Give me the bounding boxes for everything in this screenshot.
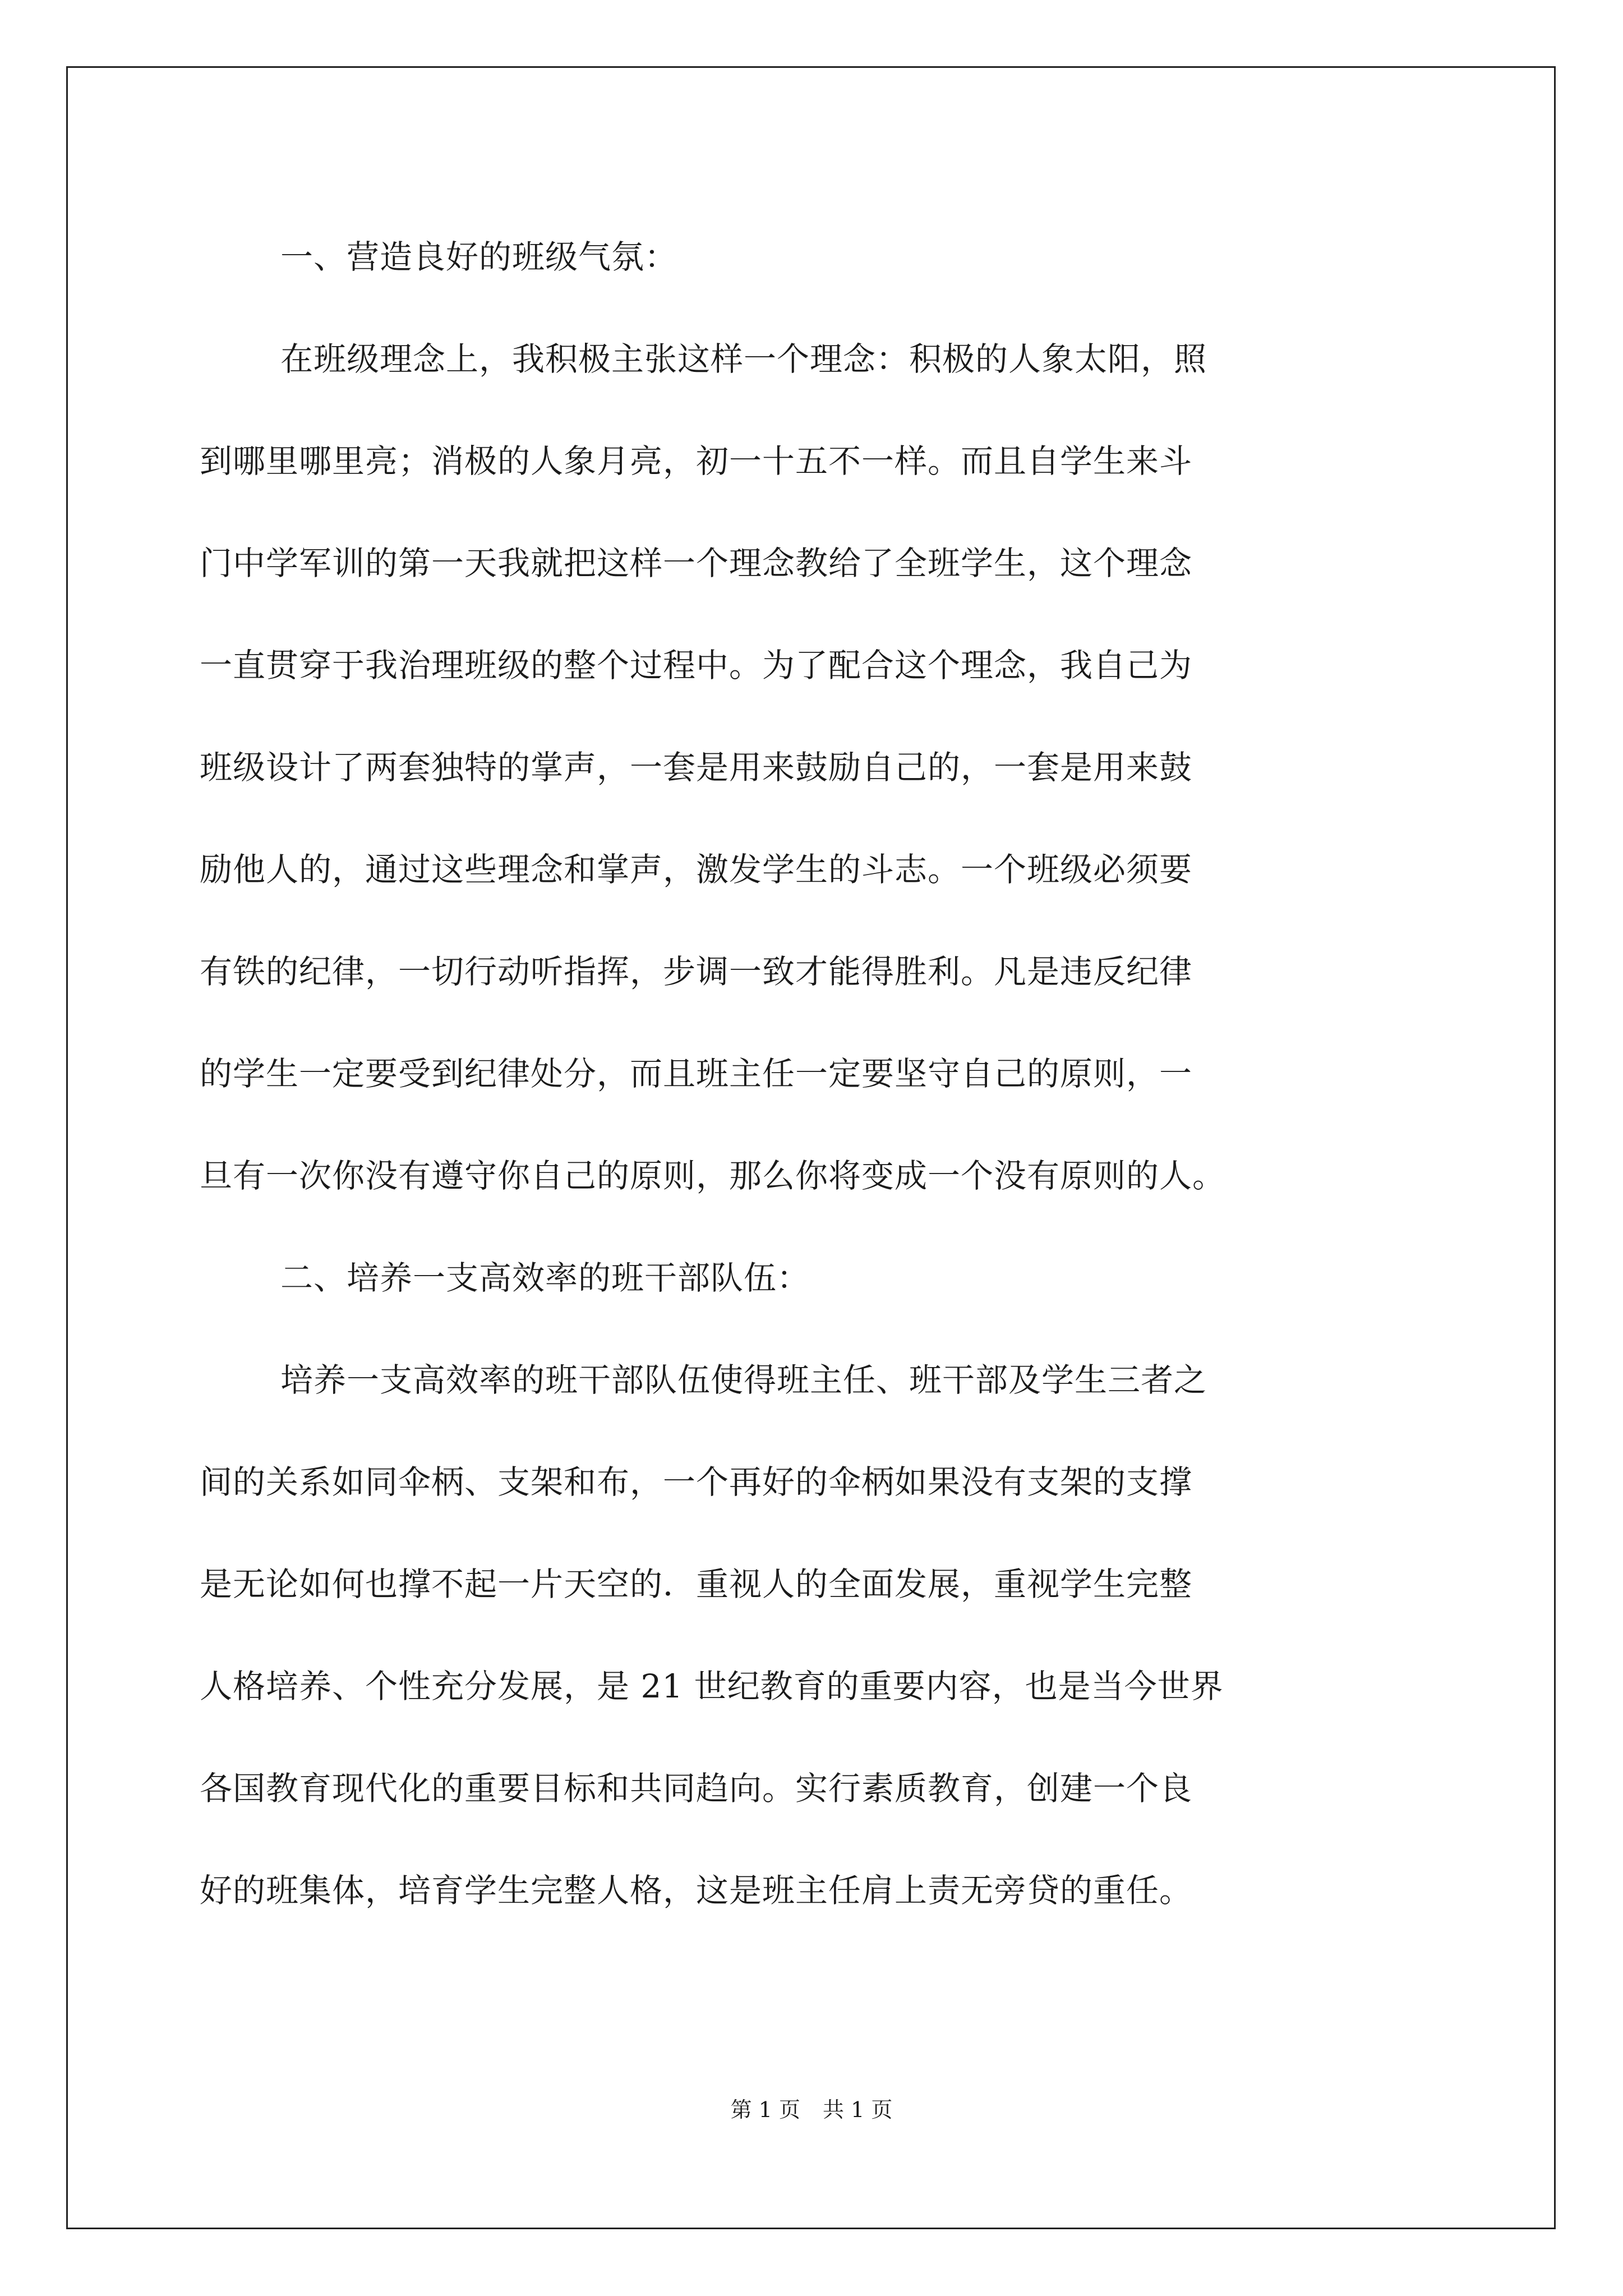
paragraph-line: 旦有一次你没有遵守你自己的原则，那么你将变成一个没有原则的人。	[200, 1157, 1226, 1195]
page-number-total: 共 1 页	[823, 2097, 893, 2122]
paragraph-line: 的学生一定要受到纪律处分，而且班主任一定要坚守自己的原则，一	[200, 1055, 1193, 1093]
paragraph-line: 到哪里哪里亮；消极的人象月亮，初一十五不一样。而且自学生来斗	[200, 442, 1193, 480]
page-footer	[0, 2092, 1623, 2123]
heading-2: 二、培养一支高效率的班干部队伍：	[280, 1259, 810, 1297]
paragraph-line: 门中学军训的第一天我就把这样一个理念教给了全班学生，这个理念	[200, 544, 1193, 582]
paragraph-line: 班级设计了两套独特的掌声，一套是用来鼓励自己的，一套是用来鼓	[200, 748, 1193, 786]
paragraph-line: 一直贯穿于我治理班级的整个过程中。为了配合这个理念，我自己为	[200, 646, 1193, 684]
heading-1: 一、营造良好的班级气氛：	[280, 238, 678, 276]
paragraph-line: 各国教育现代化的重要目标和共同趋向。实行素质教育，创建一个良	[200, 1769, 1193, 1807]
paragraph-line: 好的班集体，培育学生完整人格，这是班主任肩上责无旁贷的重任。	[200, 1871, 1193, 1910]
page-number-current: 第 1 页	[730, 2097, 800, 2122]
paragraph-line: 人格培养、个性充分发展，是 21 世纪教育的重要内容，也是当今世界	[200, 1667, 1224, 1705]
paragraph-line: 励他人的，通过这些理念和掌声，激发学生的斗志。一个班级必须要	[200, 850, 1193, 889]
paragraph-line: 培养一支高效率的班干部队伍使得班主任、班干部及学生三者之	[280, 1361, 1207, 1399]
paragraph-line: 有铁的纪律，一切行动听指挥，步调一致才能得胜利。凡是违反纪律	[200, 953, 1193, 991]
paragraph-line: 在班级理念上，我积极主张这样一个理念：积极的人象太阳，照	[280, 340, 1207, 378]
paragraph-line: 间的关系如同伞柄、支架和布，一个再好的伞柄如果没有支架的支撑	[200, 1463, 1193, 1501]
paragraph-line: 是无论如何也撑不起一片天空的．重视人的全面发展，重视学生完整	[200, 1565, 1193, 1603]
